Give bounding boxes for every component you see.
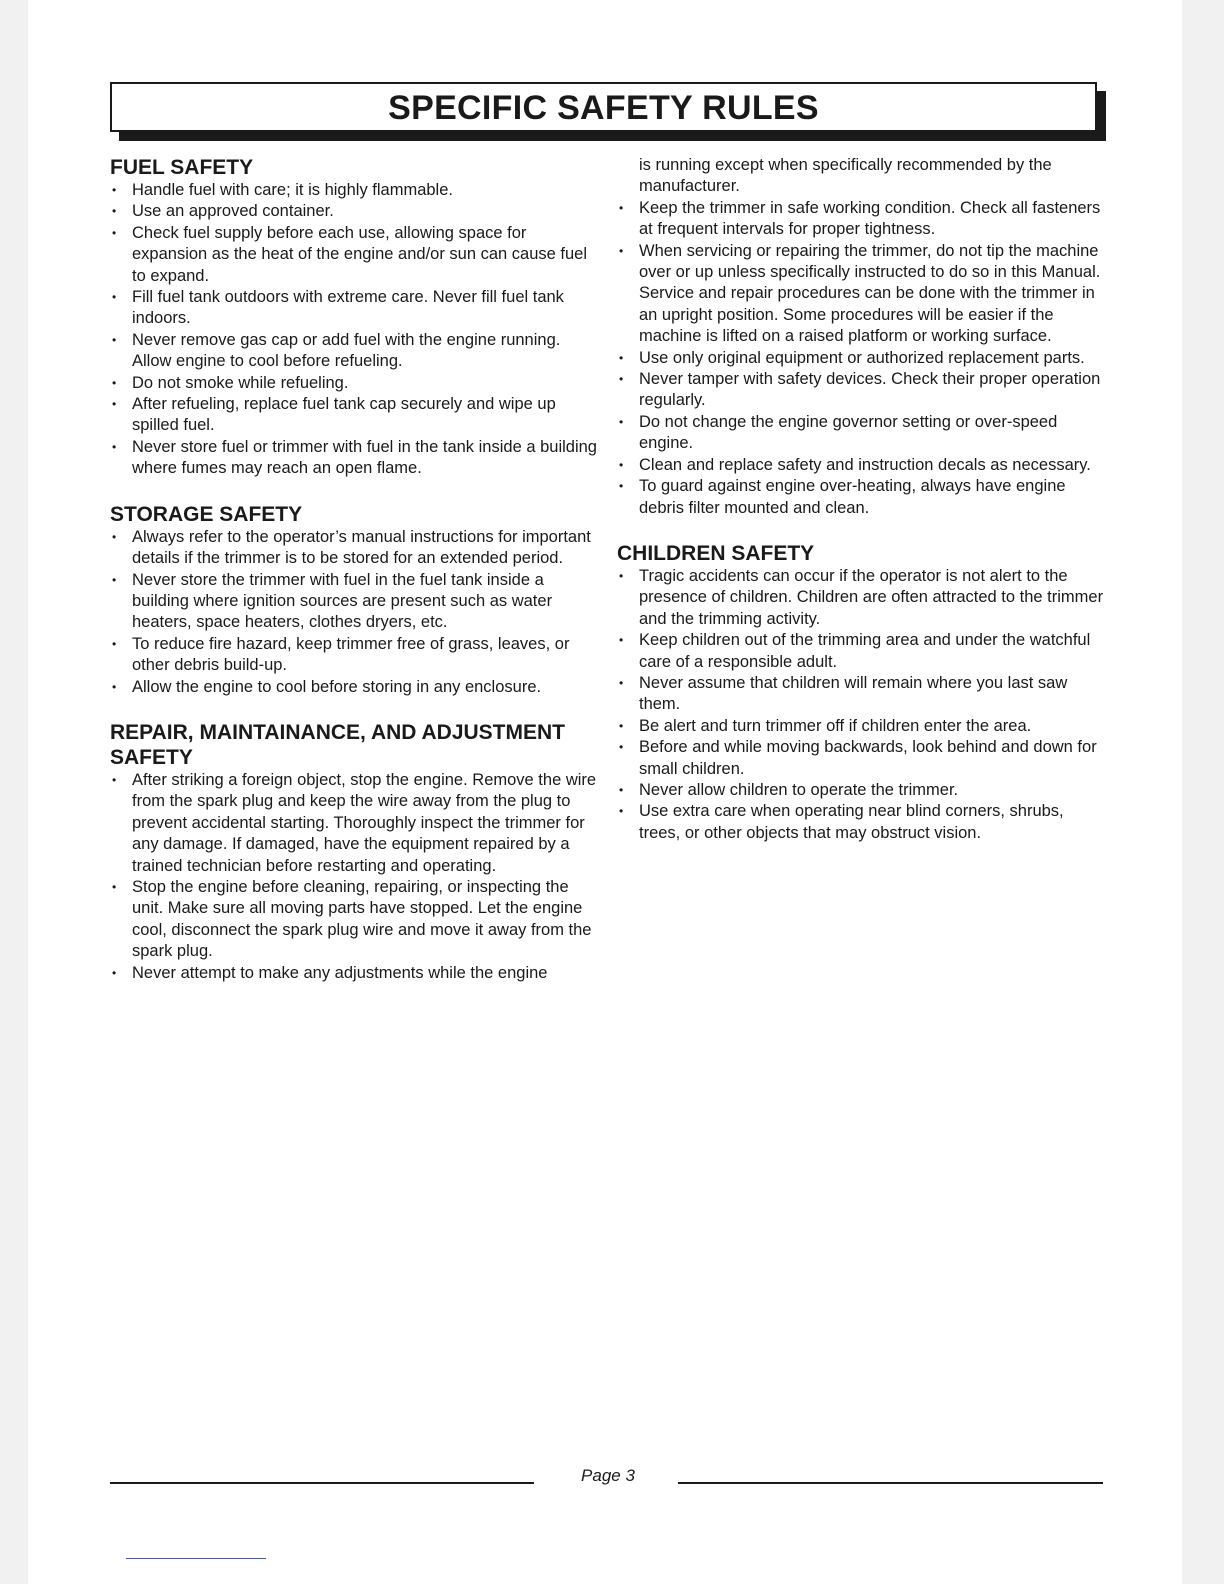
bottom-edge-mark <box>126 1558 266 1559</box>
list-item: • Use only original equipment or authorized replacement parts. <box>617 348 1109 369</box>
list-item: • When servicing or repairing the trimmer, do not tip the machine over or up unless specifically instructed to do so in this Manual. Service and repair procedures can be done with the trimmer in an upright position. Some procedures will be easier if the machine is lifted on a raised platform or working surface. <box>617 241 1109 348</box>
list-item: • Never attempt to make any adjustments while the engine <box>110 963 600 984</box>
section-heading-children-safety: CHILDREN SAFETY <box>617 541 815 565</box>
storage-safety-section <box>110 502 600 698</box>
list-item: • Before and while moving backwards, look behind and down for small children. <box>617 737 1109 780</box>
list-item: • Never remove gas cap or add fuel with the engine running. Allow engine to cool before refueling. <box>110 330 600 373</box>
list-item: • Stop the engine before cleaning, repairing, or inspecting the unit. Make sure all moving parts have stopped. Let the engine cool, disconnect the spark plug wire and move it away from the spark plug. <box>110 877 600 963</box>
footer-divider-right <box>678 1482 1103 1484</box>
fuel-safety-section <box>110 155 600 480</box>
list-item: • Never store the trimmer with fuel in the fuel tank inside a building where ignition sources are present such as water heaters, space heaters, clothes dryers, etc. <box>110 570 600 634</box>
left-column <box>110 155 600 1006</box>
list-item: • Allow the engine to cool before storing in any enclosure. <box>110 677 600 698</box>
storage-safety-list <box>110 527 600 698</box>
list-item: • To reduce fire hazard, keep trimmer free of grass, leaves, or other debris build-up. <box>110 634 600 677</box>
list-item: • Do not smoke while refueling. <box>110 373 600 394</box>
list-item: • Fill fuel tank outdoors with extreme care. Never fill fuel tank indoors. <box>110 287 600 330</box>
list-item: • Use extra care when operating near blind corners, shrubs, trees, or other objects that may obstruct vision. <box>617 801 1109 844</box>
title-banner <box>110 82 1097 132</box>
list-item: • Keep children out of the trimming area and under the watchful care of a responsible adult. <box>617 630 1109 673</box>
list-item: • Check fuel supply before each use, allowing space for expansion as the heat of the engine and/or sun can cause fuel to expand. <box>110 223 600 287</box>
list-item: • Clean and replace safety and instruction decals as necessary. <box>617 455 1109 476</box>
list-item: • To guard against engine over-heating, always have engine debris filter mounted and clean. <box>617 476 1109 519</box>
fuel-safety-list <box>110 180 600 480</box>
list-item: • Do not change the engine governor setting or over-speed engine. <box>617 412 1109 455</box>
continued-text: is running except when specifically recommended by the manufacturer. <box>639 156 1052 196</box>
page-number: Page 3 <box>581 1466 635 1485</box>
footer-divider-left <box>110 1482 534 1484</box>
repair-safety-section <box>110 720 600 984</box>
list-item: • Never allow children to operate the trimmer. <box>617 780 1109 801</box>
right-column <box>617 155 1109 866</box>
section-heading-repair-safety: REPAIR, MAINTAINANCE, AND ADJUSTMENT SAFETY <box>110 720 565 769</box>
list-item: • After refueling, replace fuel tank cap securely and wipe up spilled fuel. <box>110 394 600 437</box>
repair-safety-continued <box>617 155 1109 519</box>
children-safety-section <box>617 541 1109 844</box>
children-safety-list <box>617 566 1109 844</box>
list-item: • Never store fuel or trimmer with fuel in the tank inside a building where fumes may reach an open flame. <box>110 437 600 480</box>
list-item: • Never tamper with safety devices. Check their proper operation regularly. <box>617 369 1109 412</box>
page-title: SPECIFIC SAFETY RULES <box>388 89 819 127</box>
list-item: • Handle fuel with care; it is highly flammable. <box>110 180 600 201</box>
list-item: • Always refer to the operator’s manual instructions for important details if the trimmer is to be stored for an extended period. <box>110 527 600 570</box>
list-item: • Never assume that children will remain where you last saw them. <box>617 673 1109 716</box>
list-item: • Be alert and turn trimmer off if children enter the area. <box>617 716 1109 737</box>
repair-safety-list <box>110 770 600 984</box>
list-item: • After striking a foreign object, stop the engine. Remove the wire from the spark plug and keep the wire away from the plug to prevent accidental starting. Thoroughly inspect the trimmer for any damage. If damaged, have the equipment repaired by a trained technician before restarting and operating. <box>110 770 600 877</box>
list-item: • Tragic accidents can occur if the operator is not alert to the presence of children. Children are often attracted to the trimmer and the trimming activity. <box>617 566 1109 630</box>
section-heading-fuel-safety: FUEL SAFETY <box>110 156 254 179</box>
repair-safety-list-continued <box>617 198 1109 519</box>
list-item: • Keep the trimmer in safe working condition. Check all fasteners at frequent intervals for proper tightness. <box>617 198 1109 241</box>
section-heading-storage-safety: STORAGE SAFETY <box>110 502 303 526</box>
list-item: • Use an approved container. <box>110 201 600 222</box>
